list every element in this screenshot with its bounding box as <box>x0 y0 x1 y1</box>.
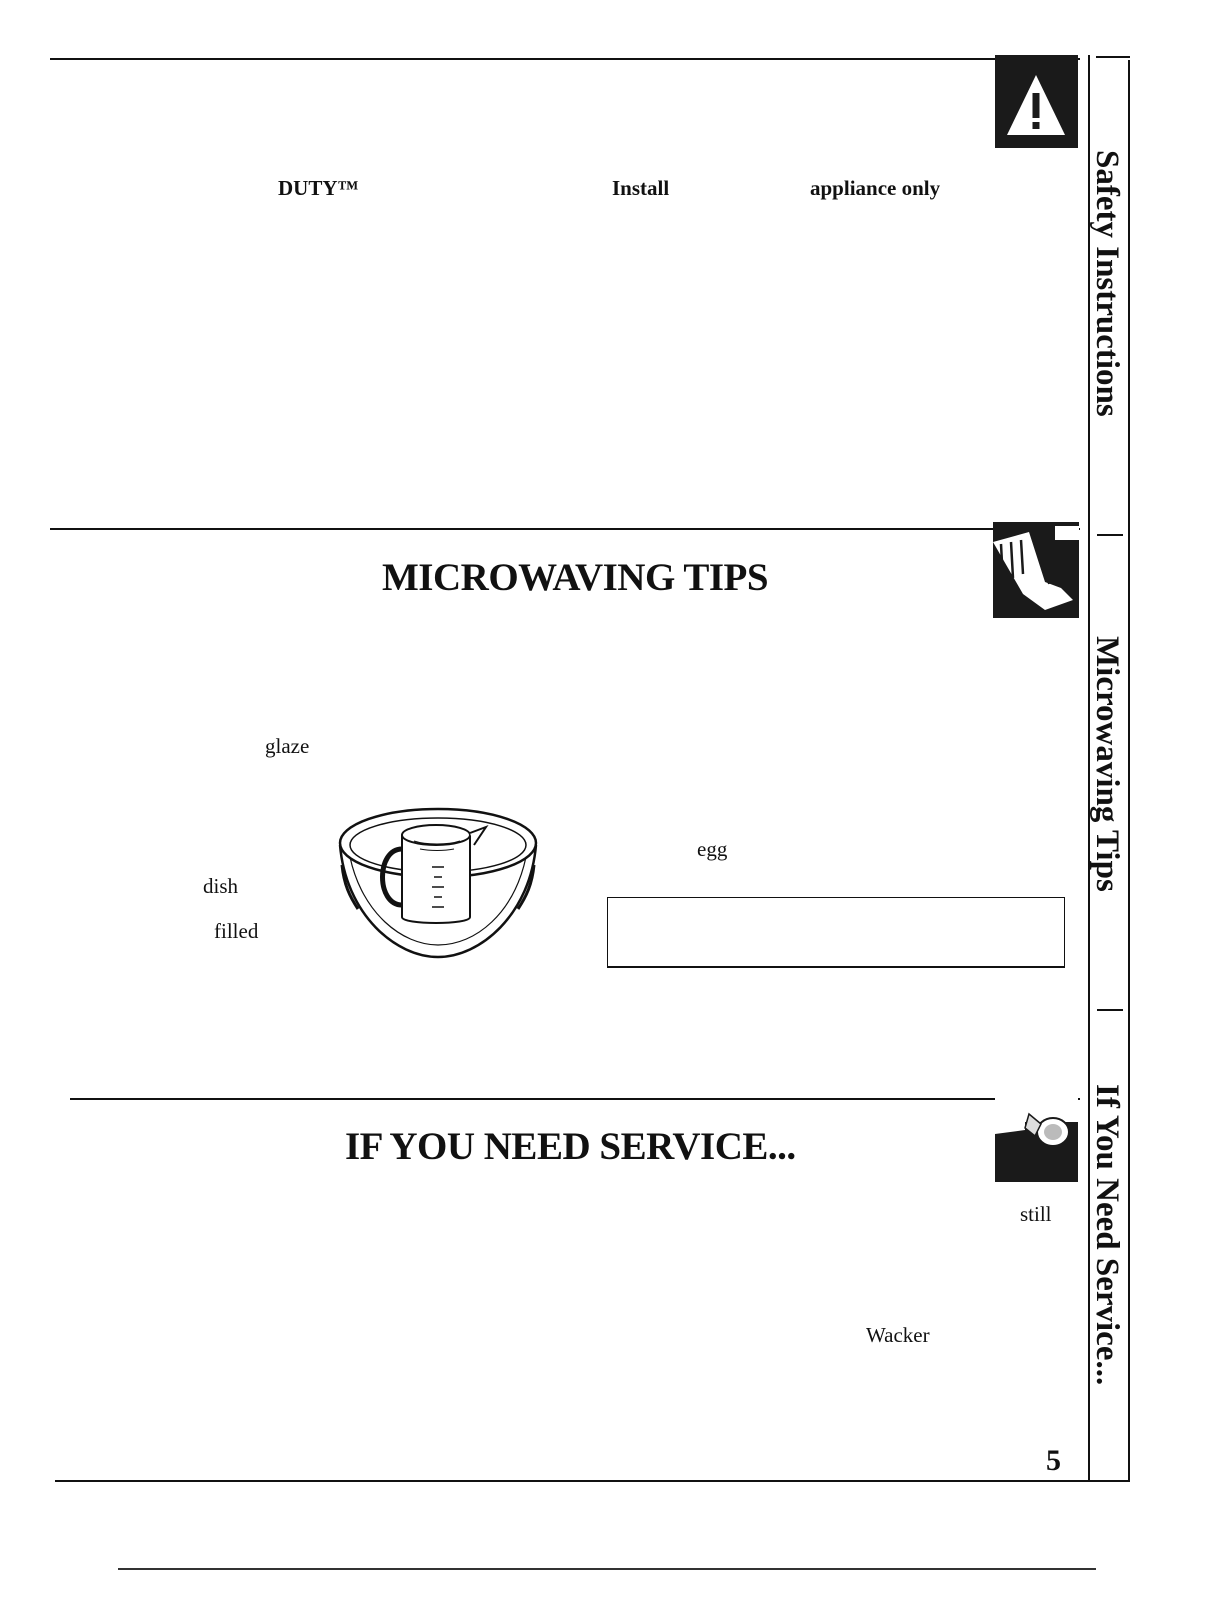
safety-fragment-duty: DUTY™ <box>278 176 359 200</box>
tab-separator-1 <box>1097 534 1123 536</box>
service-tool-icon <box>995 1088 1078 1182</box>
bottom-scan-line <box>118 1568 1096 1570</box>
tab-safety-instructions[interactable]: Safety Instructions <box>1089 150 1125 417</box>
warning-triangle-icon <box>995 55 1078 148</box>
microwaving-tips-heading: MICROWAVING TIPS <box>382 556 769 599</box>
tab-separator-2 <box>1097 1009 1123 1011</box>
tab-microwaving-tips[interactable]: Microwaving Tips <box>1089 636 1125 892</box>
microwaving-fragment-glaze: glaze <box>265 734 310 758</box>
tab-if-you-need-service[interactable]: If You Need Service... <box>1089 1084 1125 1386</box>
service-section-rule <box>70 1098 1080 1100</box>
if-you-need-service-heading: IF YOU NEED SERVICE... <box>345 1125 796 1168</box>
bowl-with-measuring-cup-illustration <box>336 805 541 965</box>
page-number: 5 <box>1046 1444 1061 1477</box>
microwaving-fragment-filled: filled <box>214 919 259 943</box>
microwaving-section-rule <box>50 528 1080 530</box>
microwaving-icon-box <box>993 522 1079 618</box>
tab-top-tick <box>1096 56 1130 58</box>
hand-pressing-button-icon <box>993 522 1079 618</box>
service-fragment-wacker: Wacker <box>866 1323 930 1347</box>
microwaving-fragment-dish: dish <box>203 874 239 898</box>
safety-fragment-appliance-only: appliance only <box>810 176 941 200</box>
warning-icon-box <box>995 55 1078 148</box>
side-tab-outer-edge <box>1128 60 1130 1480</box>
microwaving-note-box <box>607 897 1065 968</box>
safety-fragment-install: Install <box>612 176 670 200</box>
service-fragment-still: still <box>1020 1202 1052 1226</box>
top-rule <box>50 58 1080 60</box>
microwaving-fragment-egg: egg <box>697 837 728 861</box>
bottom-rule <box>55 1480 1130 1482</box>
service-icon-box <box>995 1088 1078 1182</box>
